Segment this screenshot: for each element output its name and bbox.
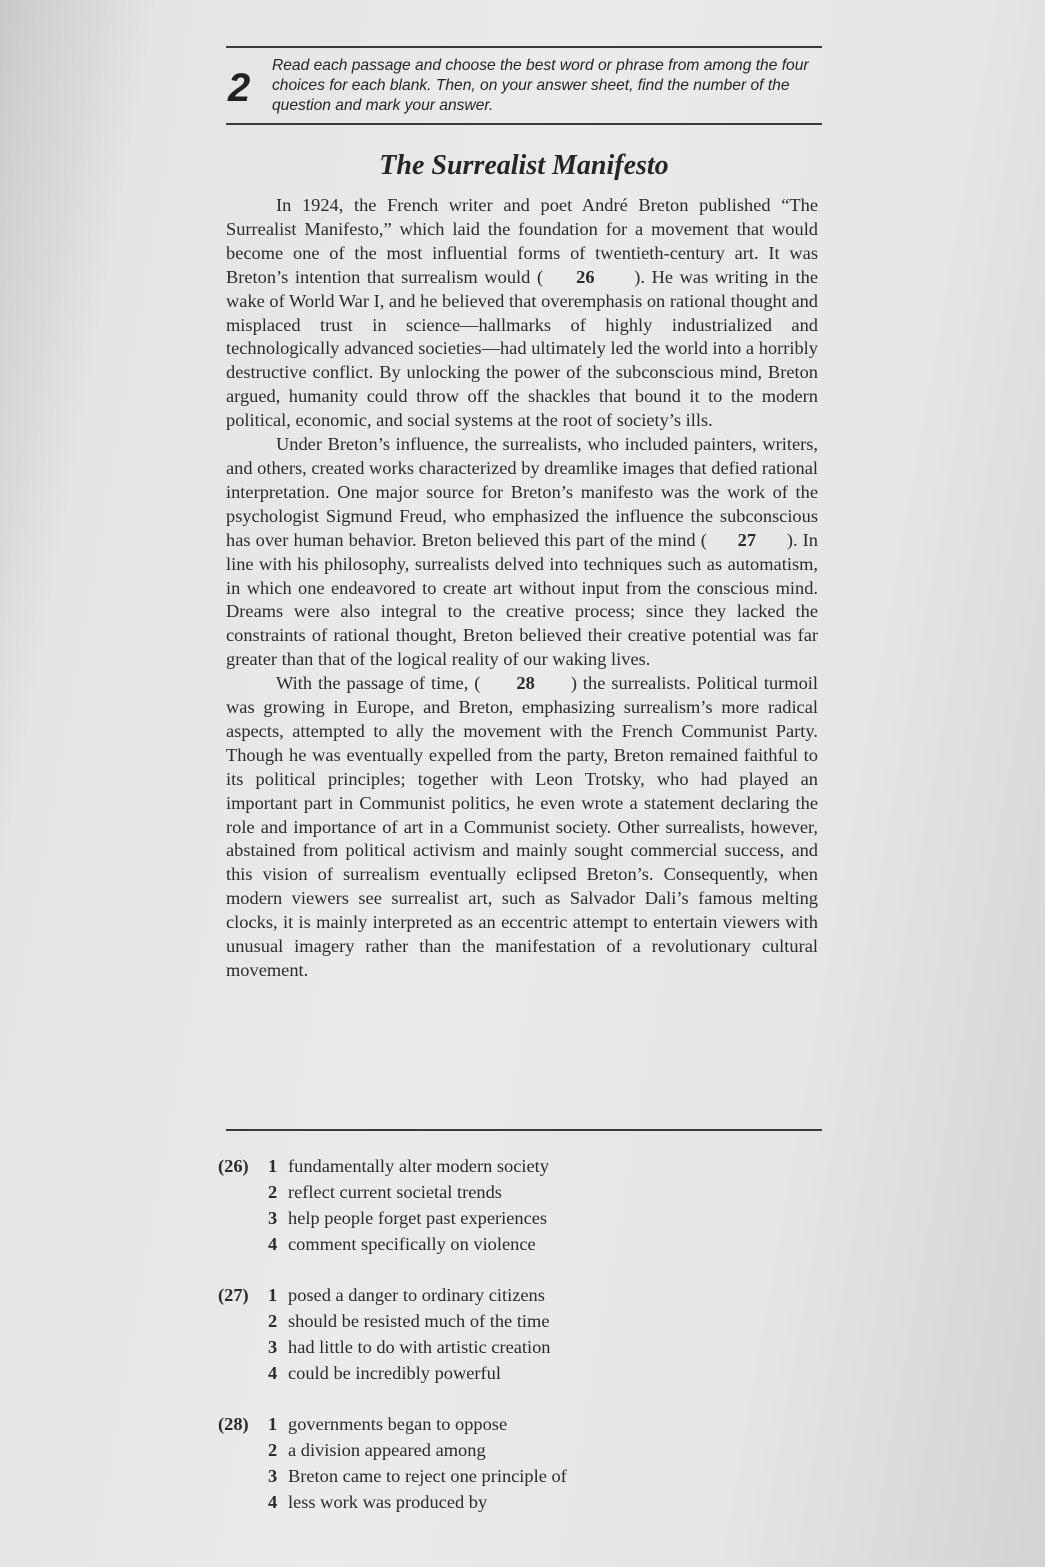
option-text: Breton came to reject one principle of [288, 1466, 567, 1486]
option-text: had little to do with artistic creation [288, 1337, 551, 1357]
section-number: 2 [228, 66, 251, 110]
option-row: (26) 1 fundamentally alter modern society [218, 1153, 818, 1179]
option-row: (27) 1 posed a danger to ordinary citizens [218, 1282, 818, 1308]
question-26 [218, 1153, 818, 1257]
option-row: 4 less work was produced by [218, 1489, 818, 1515]
option-text: fundamentally alter modern society [288, 1156, 549, 1176]
option-row: 2 a division appeared among [218, 1437, 818, 1463]
option-row: (28) 1 governments began to oppose [218, 1411, 818, 1437]
option-text: less work was produced by [288, 1492, 488, 1512]
blank-28: 28 [516, 673, 535, 694]
paragraph-1: In 1924, the French writer and poet André Breton published “The Surrealist Manifesto,” which laid the foundation for a movement that would become one of the most influential forms of twentieth-century art. It was Breton’s intention that surrealism would ( 26 ). He was writing in the wake of World War I, and he believed that overemphasis on rational thought and misplaced trust in science—hallmarks of highly industrialized and technologically advanced societies—had ultimately led the world into a horribly destructive conflict. By unlocking the power of the subconscious mind, Breton argued, humanity could throw off the shackles that bound it to the modern political, economic, and social systems at the root of society’s ills. [226, 195, 818, 431]
option-text: should be resisted much of the time [288, 1311, 550, 1331]
option-row: 4 could be incredibly powerful [218, 1360, 818, 1386]
paragraph-3: With the passage of time, ( 28 ) the surrealists. Political turmoil was growing in Europe, and Breton, emphasizing surrealism’s more radical aspects, attempted to ally the movement with the French Communist Party. Though he was eventually expelled from the party, Breton remained faithful to its political principles; together with Leon Trotsky, who had played an important part in Communist politics, he even wrote a statement declaring the role and importance of art in a Communist society. Other surrealists, however, abstained from political activism and mainly sought commercial success, and this vision of surrealism eventually eclipsed Breton’s. Consequently, when modern viewers see surrealist art, such as Salvador Dali’s famous melting clocks, it is mainly interpreted as an eccentric attempt to entertain viewers with unusual imagery rather than the manifestation of a revolutionary cultural movement. [226, 673, 819, 980]
option-row: 3 had little to do with artistic creation [218, 1334, 818, 1360]
instructions: Read each passage and choose the best word or phrase from among the four choices for each blank. Then, on your answer sheet, find the number of the question and mark your answer. [272, 57, 809, 114]
question-28 [218, 1411, 818, 1515]
top-rule [226, 46, 822, 48]
option-row: 2 reflect current societal trends [218, 1179, 818, 1205]
option-text: a division appeared among [288, 1440, 486, 1460]
option-text: help people forget past experiences [288, 1208, 548, 1228]
instructions-rule [226, 123, 822, 125]
paragraph-2: Under Breton’s influence, the surrealists, who included painters, writers, and others, created works characterized by dreamlike images that defied rational interpretation. One major source for Breton’s manifesto was the work of the psychologist Sigmund Freud, who emphasized the influence the subconscious has over human behavior. Breton believed this part of the mind ( 27 ). In line with his philosophy, surrealists delved into techniques such as automatism, in which one endeavored to create art without input from the conscious mind. Dreams were also integral to the creative process; since they lacked the constraints of rational thought, Breton believed their creative potential was far greater than that of the logical reality of our waking lives. [226, 434, 819, 670]
option-row: 3 help people forget past experiences [218, 1205, 818, 1231]
passage [226, 194, 818, 983]
exam-page [218, 0, 824, 1567]
option-row: 4 comment specifically on violence [218, 1231, 818, 1257]
passage-rule [226, 1129, 822, 1131]
blank-26: 26 [576, 266, 595, 287]
option-text: posed a danger to ordinary citizens [288, 1285, 545, 1305]
option-text: could be incredibly powerful [288, 1363, 501, 1383]
option-row: 3 Breton came to reject one principle of [218, 1463, 818, 1489]
blank-27: 27 [737, 529, 757, 550]
option-text: comment specifically on violence [288, 1234, 536, 1254]
option-text: reflect current societal trends [288, 1182, 502, 1202]
option-text: governments began to oppose [288, 1414, 508, 1434]
question-27 [218, 1282, 818, 1386]
question-number: (26) [218, 1156, 249, 1176]
option-row: 2 should be resisted much of the time [218, 1308, 818, 1334]
passage-title: The Surrealist Manifesto [379, 150, 669, 181]
question-number: (27) [218, 1285, 249, 1305]
questions [218, 1153, 818, 1540]
question-number: (28) [218, 1414, 249, 1434]
